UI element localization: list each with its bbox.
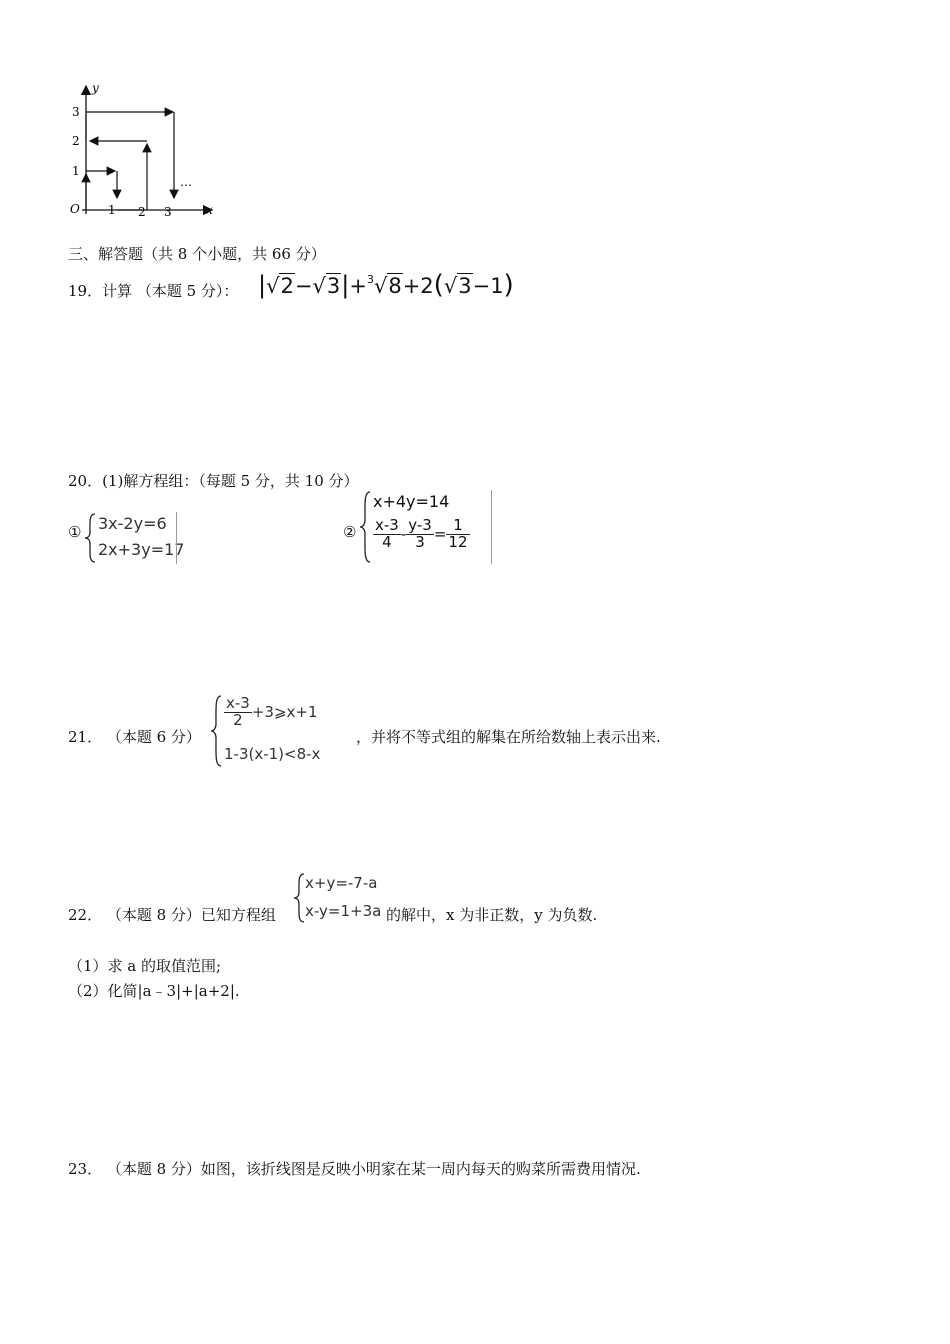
q22-eq1: x+y=-7-a	[305, 874, 378, 892]
q21-ineq2: 1-3(x-1)<8-x	[224, 745, 321, 763]
y-tick-2: 2	[72, 134, 80, 148]
y-tick-3: 3	[72, 105, 80, 119]
q21-label: 21． （本题 6 分）	[68, 728, 201, 746]
q19-sqrt3b: 3	[458, 274, 472, 298]
q20-system2-eq1: x+4y=14	[373, 492, 450, 511]
x-tick-2: 2	[138, 205, 146, 219]
q19-root-index: 3	[366, 273, 374, 286]
staircase-coordinate-graph	[60, 80, 230, 225]
q20-system1-mark: ①	[68, 523, 82, 541]
q20-system1-eq1: 3x-2y=6	[98, 514, 167, 533]
q22-eq2: x-y=1+3a	[305, 902, 382, 920]
q20-system2-mark: ②	[343, 523, 357, 541]
y-tick-1: 1	[72, 164, 80, 178]
q20-system1	[84, 512, 185, 564]
q22-sub2: （2）化简|a﹣3|+|a+2|.	[68, 982, 240, 1000]
q20-system2-eq2: $\frac{x-3}{4}$ - $\frac{y-3}{3}$ = $\frac{1}{12}$	[375, 516, 468, 551]
x-axis-label: x	[206, 203, 213, 217]
q21-ineq1: $\frac{x-3}{2}$ +3⩾x+1	[226, 694, 318, 729]
q22-tail: 的解中，x 为非正数，y 为负数.	[386, 906, 598, 924]
q19-cbrt8: 8	[388, 274, 402, 298]
q19-expression: |√2−√3|+$^3$√8+2(√3−1)	[258, 270, 514, 300]
q22-label: 22． （本题 8 分）已知方程组	[68, 906, 276, 924]
y-axis-label: y	[92, 81, 99, 95]
ellipsis: …	[180, 175, 192, 189]
q23-label: 23． （本题 8 分）如图，该折线图是反映小明家在某一周内每天的购菜所需费用情况.	[68, 1160, 641, 1178]
q21-system	[210, 694, 360, 768]
q20-system1-eq2: 2x+3y=17	[98, 540, 185, 559]
q22-sub1: （1）求 a 的取值范围;	[68, 957, 222, 975]
q19-sqrt2: 2	[280, 274, 294, 298]
x-tick-3: 3	[164, 205, 172, 219]
section-heading: 三、解答题（共 8 个小题，共 66 分）	[68, 245, 326, 263]
x-tick-1: 1	[108, 203, 116, 217]
q19-sqrt3: 3	[326, 274, 341, 298]
q19-label: 19．计算 （本题 5 分）：	[68, 282, 239, 300]
q20-label: 20．(1)解方程组：（每题 5 分，共 10 分）	[68, 472, 359, 490]
q20-system2	[359, 490, 493, 564]
q21-tail: ，并将不等式组的解集在所给数轴上表示出来.	[356, 728, 661, 746]
origin-label: O	[70, 202, 80, 216]
